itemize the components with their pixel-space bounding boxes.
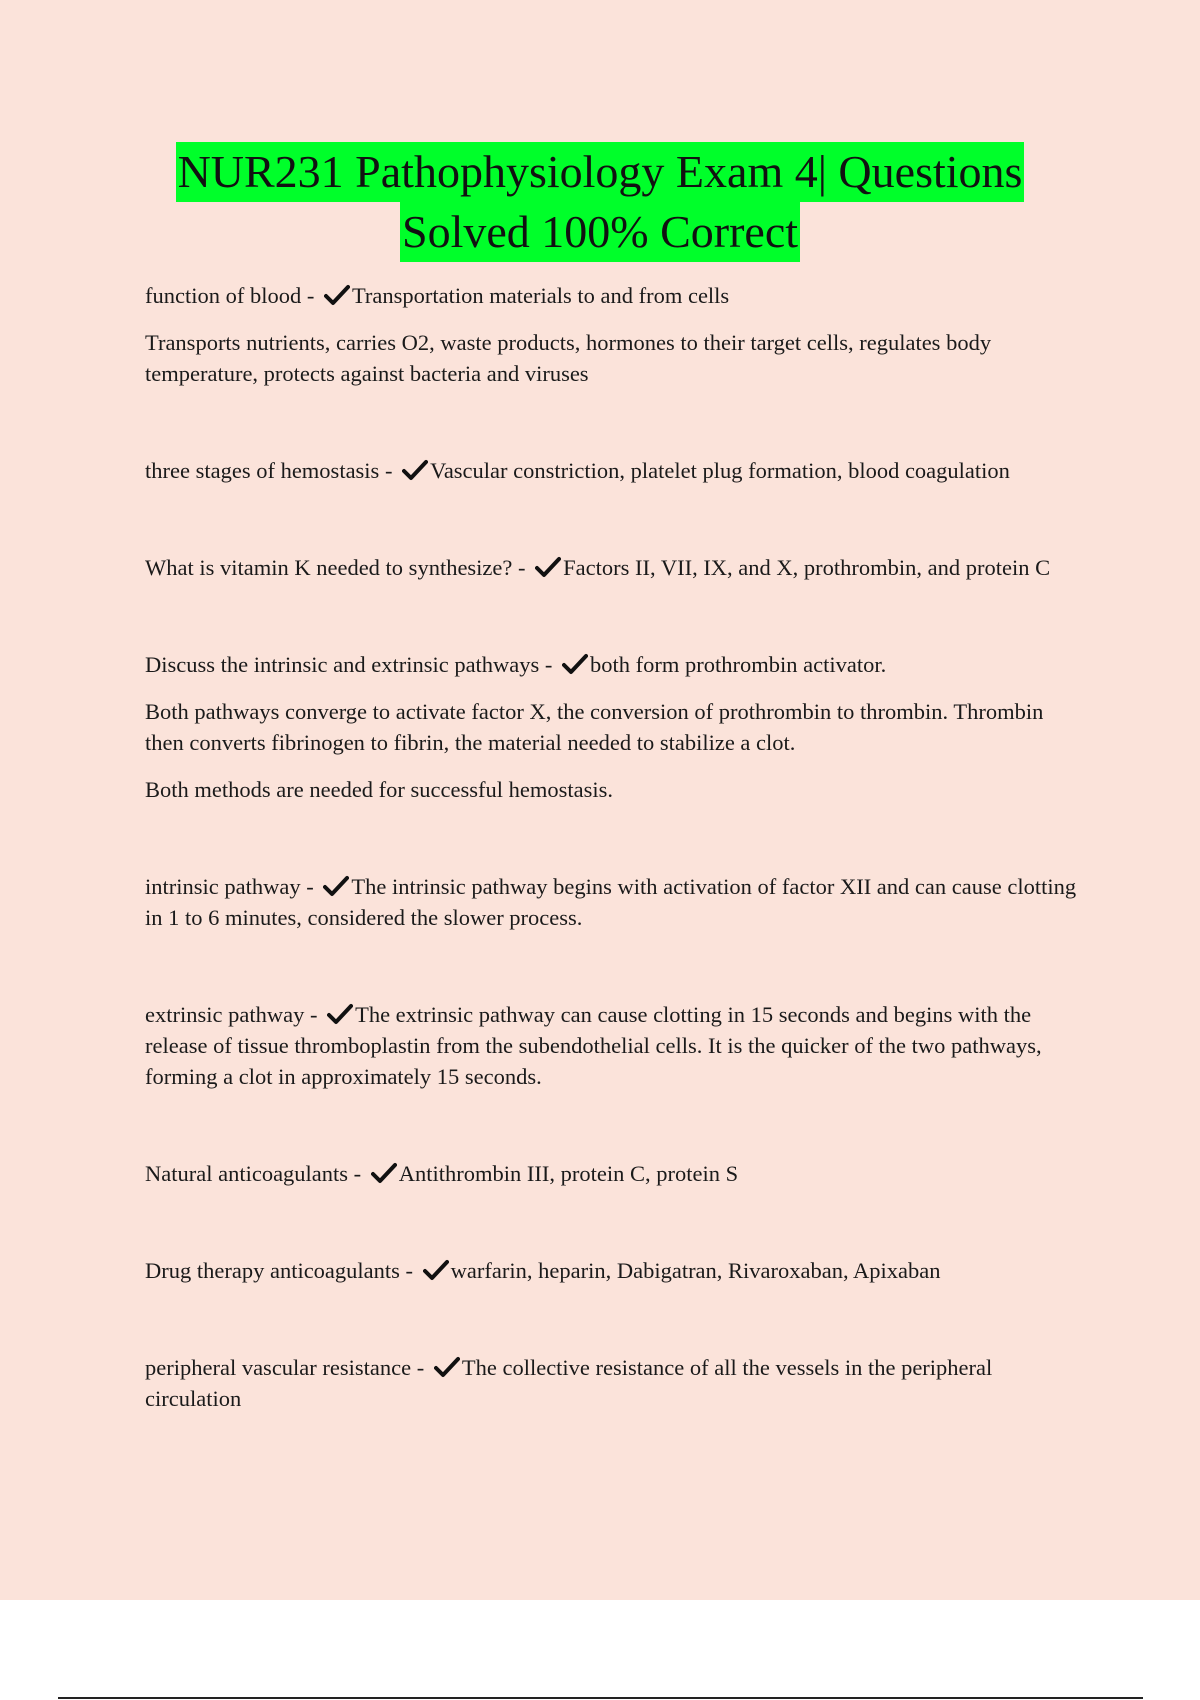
- question-term: three stages of hemostasis -: [145, 458, 399, 483]
- qa-entry: [145, 999, 1085, 1092]
- answer-text: Antithrombin III, protein C, protein S: [398, 1161, 739, 1186]
- entry-spacer: [145, 1092, 1085, 1158]
- question-term: peripheral vascular resistance -: [145, 1355, 430, 1380]
- checkmark-icon: [324, 284, 350, 306]
- qa-entry: [145, 1255, 1085, 1286]
- qa-entry: [145, 552, 1085, 583]
- answer-text: Vascular constriction, platelet plug formation, blood coagulation: [430, 458, 1010, 483]
- footer-divider: [58, 1697, 1143, 1699]
- checkmark-icon: [402, 459, 428, 481]
- question-term: extrinsic pathway -: [145, 1002, 324, 1027]
- title-line-1: NUR231 Pathophysiology Exam 4| Questions: [176, 142, 1025, 202]
- entry-spacer: [145, 1189, 1085, 1255]
- qa-list: [145, 280, 1085, 1414]
- checkmark-icon: [327, 1003, 353, 1025]
- entry-spacer: [145, 583, 1085, 649]
- answer-text: Transportation materials to and from cells: [351, 283, 730, 308]
- document-title: [0, 142, 1200, 262]
- answer-text: The intrinsic pathway begins with activation of factor XII and can cause clotting in 1 to 6 minutes, considered the slower process.: [145, 874, 1077, 930]
- checkmark-icon: [423, 1259, 449, 1281]
- answer-detail: Both methods are needed for successful hemostasis.: [145, 777, 614, 802]
- entry-spacer: [145, 805, 1085, 871]
- qa-entry: [145, 1158, 1085, 1189]
- question-term: Drug therapy anticoagulants -: [145, 1258, 419, 1283]
- checkmark-icon: [562, 653, 588, 675]
- checkmark-icon: [535, 556, 561, 578]
- checkmark-icon: [434, 1356, 460, 1378]
- question-term: Natural anticoagulants -: [145, 1161, 367, 1186]
- answer-text: both form prothrombin activator.: [590, 652, 887, 677]
- qa-entry: [145, 871, 1085, 933]
- answer-text: The extrinsic pathway can cause clotting in 15 seconds and begins with the release of tissue thromboplastin from the subendothelial cells. It is the quicker of the two pathways, forming a clot in approximately 15 seconds.: [145, 1002, 1042, 1089]
- qa-entry: [145, 455, 1085, 486]
- answer-detail: Both pathways converge to activate factor X, the conversion of prothrombin to thrombin. Thrombin then converts fibrinogen to fibrin, the material needed to stabilize a clot.: [145, 699, 1044, 755]
- entry-spacer: [145, 1286, 1085, 1352]
- answer-detail: Transports nutrients, carries O2, waste products, hormones to their target cells, regulates body temperature, protects against bacteria and viruses: [145, 330, 992, 386]
- entry-spacer: [145, 933, 1085, 999]
- answer-text: Factors II, VII, IX, and X, prothrombin, and protein C: [563, 555, 1051, 580]
- entry-spacer: [145, 389, 1085, 455]
- answer-text: The collective resistance of all the vessels in the peripheral circulation: [145, 1355, 993, 1411]
- qa-entry: [145, 649, 1085, 680]
- checkmark-icon: [371, 1162, 397, 1184]
- question-term: What is vitamin K needed to synthesize? -: [145, 555, 532, 580]
- entry-spacer: [145, 486, 1085, 552]
- question-term: intrinsic pathway -: [145, 874, 320, 899]
- question-term: Discuss the intrinsic and extrinsic pathways -: [145, 652, 559, 677]
- question-term: function of blood -: [145, 283, 320, 308]
- title-line-2: Solved 100% Correct: [400, 202, 800, 262]
- qa-entry: [145, 1352, 1085, 1414]
- checkmark-icon: [323, 875, 349, 897]
- answer-text: warfarin, heparin, Dabigatran, Rivaroxaban, Apixaban: [450, 1258, 941, 1283]
- qa-entry: [145, 280, 1085, 311]
